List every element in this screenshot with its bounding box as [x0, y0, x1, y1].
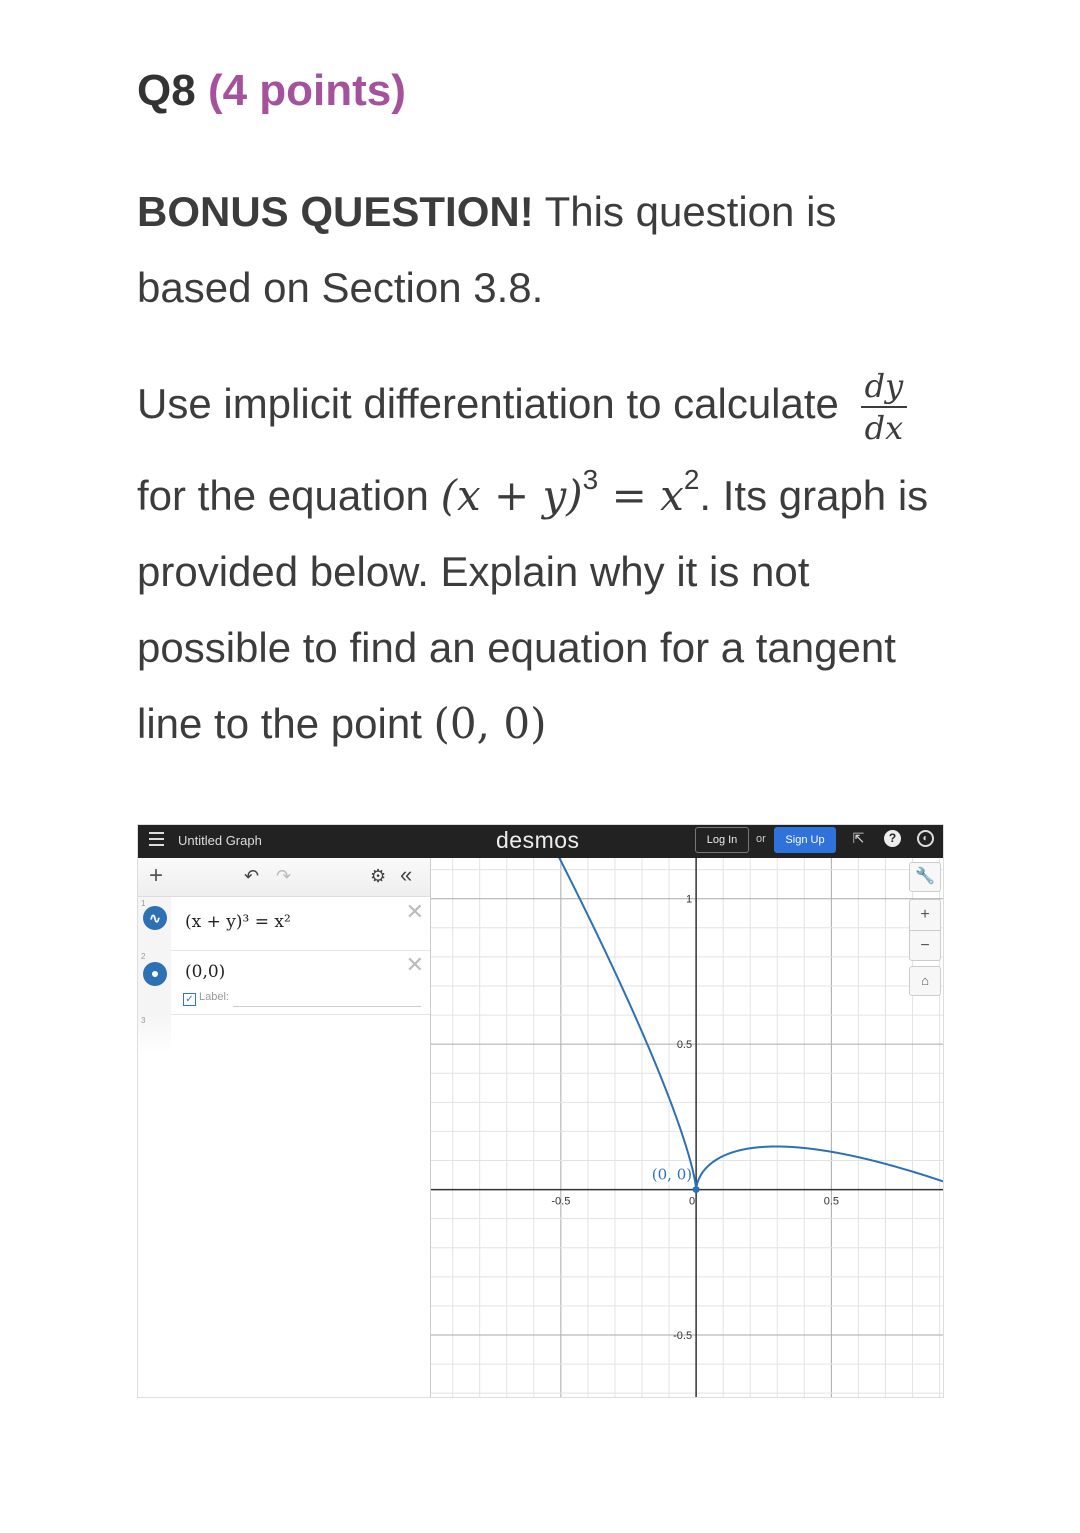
graph-ticks — [551, 894, 839, 1342]
intro-text: Use implicit differentiation to calculate — [137, 380, 839, 428]
desmos-calculator — [137, 824, 944, 1398]
wrench-icon[interactable]: 🔧 — [909, 862, 941, 892]
delete-expression-icon[interactable]: ✕ — [405, 952, 424, 977]
origin-point — [693, 1186, 700, 1193]
fraction-denominator: dx — [864, 409, 904, 447]
expression-index: 3 — [141, 1016, 146, 1025]
hamburger-menu-icon[interactable] — [149, 832, 164, 846]
checkbox-icon[interactable]: ✓ — [183, 993, 196, 1006]
or-text: or — [756, 833, 766, 845]
bonus-text: This question is based on Section 3.8. — [137, 188, 837, 311]
graph-axes — [431, 858, 944, 1398]
label-input[interactable] — [233, 1006, 421, 1007]
curve-color-icon[interactable]: ∿ — [143, 906, 167, 930]
expression-input[interactable]: (0,0) — [185, 962, 226, 982]
share-icon[interactable]: ⇱ — [852, 830, 865, 846]
expression-panel — [138, 858, 431, 1398]
curve-line — [431, 858, 944, 1186]
x-tick-label: 0 — [689, 1195, 696, 1208]
after-equation-text: . Its graph is provided below. Explain why it is not possible to find an equation for a tangent line to the point — [137, 472, 929, 747]
graph-canvas[interactable] — [431, 858, 944, 1398]
zoom-out-icon[interactable]: − — [910, 930, 940, 961]
expression-row[interactable] — [138, 1014, 430, 1054]
point-color-icon[interactable] — [143, 962, 167, 986]
point-text: (0, 0) — [433, 699, 547, 748]
question-title — [137, 66, 406, 116]
equation-rhs: x — [660, 471, 684, 520]
bonus-paragraph — [137, 174, 947, 326]
expression-row[interactable] — [138, 950, 430, 1015]
equation-rhs-exp: 2 — [683, 464, 700, 495]
undo-icon[interactable]: ↶ — [244, 866, 260, 886]
y-tick-label: 1 — [685, 893, 693, 906]
derivative-fraction — [861, 366, 908, 448]
login-button[interactable]: Log In — [695, 827, 749, 853]
question-paragraph — [137, 366, 947, 762]
label-option[interactable] — [183, 991, 229, 1006]
graph-title[interactable]: Untitled Graph — [178, 833, 262, 848]
expression-input[interactable]: (x + y)³ = x² — [185, 912, 291, 932]
equation-equals: = — [598, 471, 661, 520]
desmos-topbar — [138, 825, 944, 858]
expression-toolbar — [138, 858, 430, 897]
desmos-logo: desmos — [496, 827, 580, 853]
gear-icon[interactable]: ⚙ — [370, 866, 387, 886]
add-expression-icon[interactable]: + — [149, 862, 164, 889]
label-text: Label: — [199, 991, 229, 1003]
expression-index: 1 — [141, 899, 146, 908]
help-icon[interactable]: ? — [884, 830, 901, 847]
graph-grid — [431, 858, 944, 1398]
fraction-numerator: dy — [861, 366, 908, 408]
point-label: (0, 0) — [651, 1165, 693, 1184]
x-tick-label: 0.5 — [823, 1195, 840, 1208]
redo-icon[interactable]: ↷ — [276, 866, 292, 886]
x-tick-label: -0.5 — [551, 1195, 571, 1208]
expression-row[interactable] — [138, 897, 430, 951]
collapse-panel-icon[interactable]: « — [400, 862, 413, 887]
signup-button[interactable]: Sign Up — [774, 827, 836, 853]
expression-index: 2 — [141, 952, 146, 961]
question-points: (4 points) — [207, 66, 406, 115]
zoom-controls — [909, 899, 941, 961]
question-number: Q8 — [137, 66, 196, 115]
delete-expression-icon[interactable]: ✕ — [405, 899, 424, 924]
y-tick-label: 0.5 — [676, 1039, 693, 1052]
bonus-label: BONUS QUESTION! — [137, 188, 534, 235]
zoom-in-icon[interactable]: + — [920, 906, 930, 923]
y-tick-label: -0.5 — [673, 1330, 693, 1343]
globe-icon[interactable]: ◐ — [917, 830, 934, 847]
for-text: for the equation — [137, 472, 429, 519]
equation-lhs-exp: 3 — [582, 464, 599, 495]
home-icon[interactable]: ⌂ — [909, 966, 941, 996]
equation-lhs: (x + y) — [440, 471, 583, 520]
